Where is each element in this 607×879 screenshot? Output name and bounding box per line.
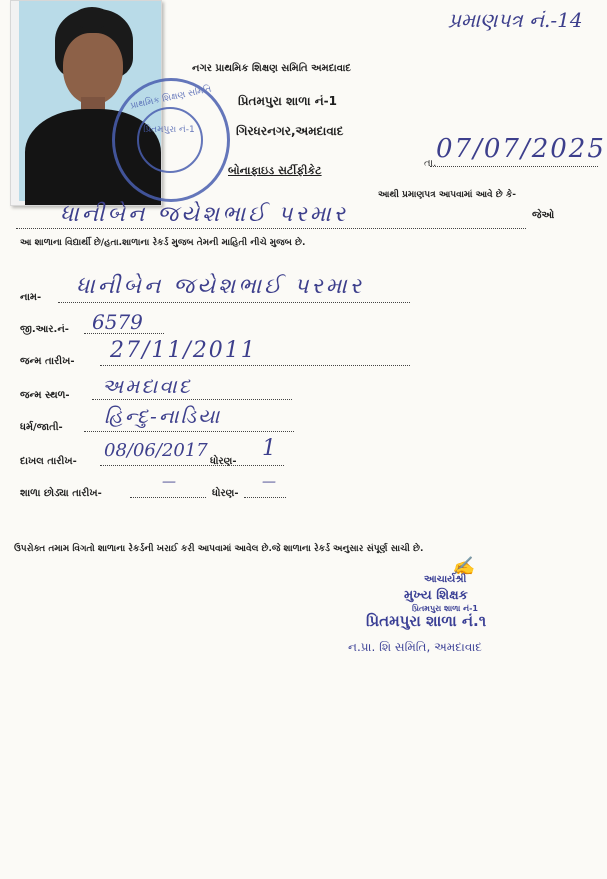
committee-name: નગર પ્રાથમિક શિક્ષણ સમિતિ અમદાવાદ [192,63,352,74]
field-leaving-std-label: ધોરણ- [212,488,239,499]
date-value: 07/07/2025 [436,134,606,164]
seal-inner-text: પ્રિતમપુરા નં-1 [143,125,195,135]
signature: ✍ [452,556,475,577]
verification-statement: ઉપરોક્ત તમામ વિગતો શાળાના રેકર્ડની ખરાઈ કરી આપવામાં આવેલ છે.જે શાળાના રેકર્ડ અનુસાર સંપૂર્ણ સાચી છે. [14,544,424,554]
field-admission-std-value: 1 [262,436,276,461]
field-birthplace-value: અમદાવાદ [102,374,192,398]
date-label: તા. [424,158,437,169]
field-name-value: ધાનીબેન જયેશભાઈ પરમાર [76,274,365,299]
principal-stamp-committee: ન.પ્રા. શિ સમિતિ, અમદાવાદ [348,640,482,654]
field-admission-value: 08/06/2017 [104,440,208,461]
principal-stamp-small: પ્રિતમપુરા શાળા નં-1 [412,604,478,613]
certificate-number: પ્રમાણપત્ર નં.-14 [448,8,583,32]
field-leaving-std-value: — [262,474,276,490]
issued-text: આથી પ્રમાણપત્ર આપવામાં આવે છે કે- [378,190,516,200]
field-gr-label: જી.આર.નં- [20,324,69,335]
field-religion-value: હિન્દુ-નાડિયા [104,404,222,428]
field-dob-label: જન્મ તારીખ- [20,356,75,367]
document-title: બોનાફાઇડ સર્ટીફીકેટ [228,164,322,177]
field-dob-value: 27/11/2011 [110,338,257,363]
intro-student-name: ધાનીબેન જયેશભાઈ પરમાર [60,202,349,227]
signature-title: આચાર્યશ્રી [424,574,467,585]
field-birthplace-label: જન્મ સ્થળ- [20,390,70,401]
field-gr-value: 6579 [92,310,143,334]
field-leaving-label: શાળા છોડ્યા તારીખ- [20,488,102,499]
school-name: પ્રિતમપુરા શાળા નં-1 [238,94,337,108]
field-leaving-value: — [162,474,176,490]
field-admission-label: દાખલ તારીખ- [20,456,77,467]
seal-outer-text: પ્રાથમિક શિક્ષણ સમિતિ [129,84,213,112]
school-address: ગિરધરનગર,અમદાવાદ [236,124,344,138]
jo-label: જેઓ [532,210,555,221]
principal-stamp-title: મુખ્ય શિક્ષક [404,588,468,603]
school-seal [112,78,230,202]
field-religion-label: ધર્મ/જાતી- [20,422,63,433]
field-admission-std-label: ધોરણ- [210,456,237,467]
field-name-label: નામ- [20,292,42,303]
intro-line-2: આ શાળાના વિદ્યાર્થી છે/હતા.શાળાના રેકર્ડ મુજબ તેમની માહિતી નીચે મુજબ છે. [20,238,306,248]
principal-stamp-school: પ્રિતમપુરા શાળા નં.૧ [366,612,487,630]
